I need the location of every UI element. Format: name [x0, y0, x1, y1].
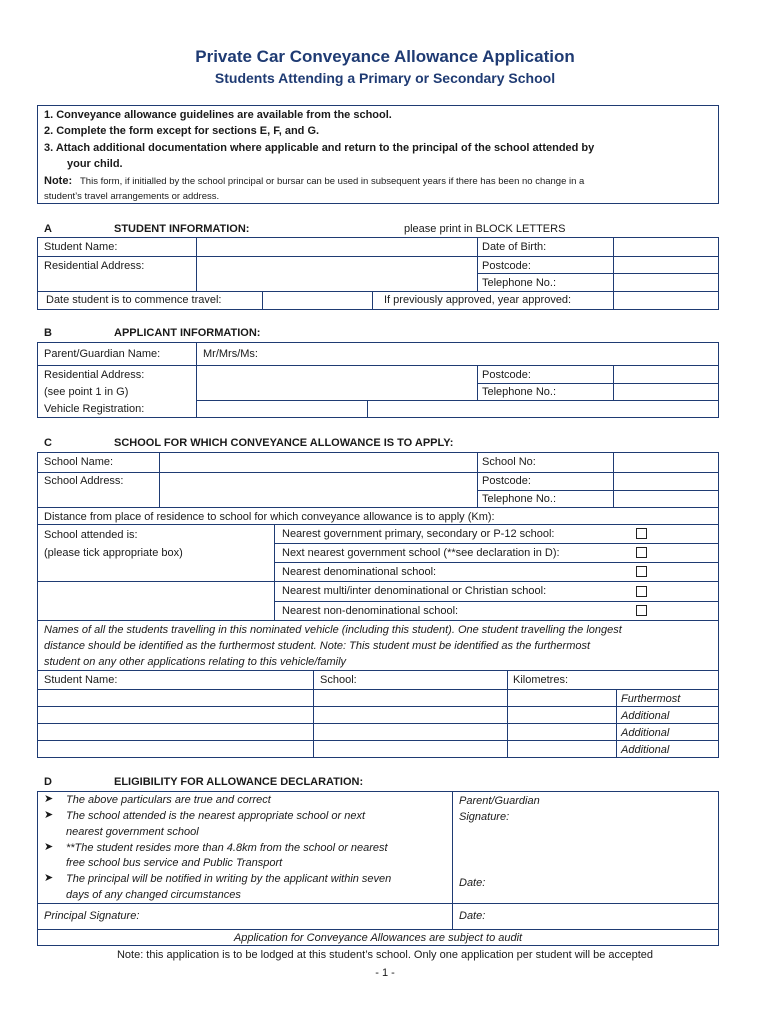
- checkbox-next-nearest-government[interactable]: [636, 547, 647, 558]
- school-name-field[interactable]: [160, 453, 476, 471]
- checkbox-nearest-non-denominational[interactable]: [636, 605, 647, 616]
- checkbox-nearest-multi-denominational[interactable]: [636, 586, 647, 597]
- bullet-arrow-icon: ➤: [44, 809, 54, 821]
- option-nearest-multi-denominational: Nearest multi/inter denominational or Christian school:: [282, 585, 547, 597]
- school-name-label: School Name:: [44, 456, 114, 468]
- principal-signature-label: Principal Signature:: [44, 910, 140, 922]
- bullet-arrow-icon: ➤: [44, 872, 54, 884]
- school-attended-label: School attended is:: [44, 529, 138, 541]
- lodgement-note: Note: this application is to be lodged at this student’s school. Only one application per student will be accepted: [116, 949, 654, 961]
- school-address-label: School Address:: [44, 475, 124, 487]
- instruction-1: 1. Conveyance allowance guidelines are available from the school.: [44, 109, 392, 121]
- declaration-4-cont: days of any changed circumstances: [66, 889, 241, 901]
- applicant-postcode-label: Postcode:: [482, 369, 531, 381]
- principal-signature-field[interactable]: [160, 904, 451, 928]
- checkbox-nearest-denominational[interactable]: [636, 566, 647, 577]
- school-address-field[interactable]: [160, 473, 476, 506]
- school-no-field[interactable]: [614, 453, 718, 471]
- principal-date-field[interactable]: [490, 904, 718, 928]
- table-row[interactable]: [38, 741, 616, 757]
- vehicle-registration-label: Vehicle Registration:: [44, 403, 145, 415]
- students-note-line-3: student on any other applications relating to this vehicle/family: [44, 656, 347, 668]
- guardian-date-field[interactable]: [490, 872, 718, 902]
- instruction-2: 2. Complete the form except for sections E, F, and G.: [44, 125, 320, 137]
- guardian-title-label: Mr/Mrs/Ms:: [203, 348, 258, 360]
- student-postcode-label: Postcode:: [482, 260, 531, 272]
- option-nearest-denominational: Nearest denominational school:: [282, 566, 437, 578]
- guardian-signature-label: Parent/Guardian: [459, 795, 540, 807]
- school-postcode-label: Postcode:: [482, 475, 531, 487]
- table-row[interactable]: [38, 690, 616, 705]
- dob-label: Date of Birth:: [482, 241, 547, 253]
- declaration-3-cont: free school bus service and Public Transport: [66, 857, 283, 869]
- audit-note: Application for Conveyance Allowances are subject to audit: [233, 932, 523, 944]
- school-postcode-field[interactable]: [614, 473, 718, 489]
- row-tag: Furthermost: [621, 693, 681, 705]
- page-title: Private Car Conveyance Allowance Application: [195, 47, 575, 66]
- section-d-letter: D: [44, 776, 52, 788]
- option-next-nearest-government: Next nearest government school (**see declaration in D):: [282, 547, 560, 559]
- col-kilometres: Kilometres:: [513, 674, 569, 686]
- page-number: - 1 -: [375, 967, 395, 979]
- col-student-name: Student Name:: [44, 674, 118, 686]
- col-school: School:: [320, 674, 357, 686]
- tick-hint-label: (please tick appropriate box): [44, 547, 183, 559]
- option-nearest-non-denominational: Nearest non-denominational school:: [282, 605, 459, 617]
- vehicle-registration-field[interactable]: [197, 401, 366, 417]
- declaration-3: **The student resides more than 4.8km from the school or nearest: [66, 842, 388, 854]
- students-note-line-1: Names of all the students travelling in this nominated vehicle (including this student). One student travelling the longest: [44, 624, 622, 636]
- distance-label: Distance from place of residence to school for which conveyance allowance is to apply (Km):: [44, 511, 495, 523]
- section-c-letter: C: [44, 437, 52, 449]
- year-approved-field[interactable]: [614, 292, 718, 309]
- guardian-name-field[interactable]: [270, 343, 718, 364]
- student-postcode-field[interactable]: [614, 257, 718, 272]
- student-telephone-label: Telephone No.:: [482, 277, 556, 289]
- declaration-4: The principal will be notified in writing by the applicant within seven: [66, 873, 392, 885]
- declaration-2-cont: nearest government school: [66, 826, 199, 838]
- declaration-1: The above particulars are true and correct: [66, 794, 271, 806]
- page-subtitle: Students Attending a Primary or Secondary School: [214, 70, 556, 86]
- section-a-hint: please print in BLOCK LETTERS: [404, 223, 566, 235]
- bullet-arrow-icon: ➤: [44, 841, 54, 853]
- student-name-label: Student Name:: [44, 241, 118, 253]
- option-nearest-government: Nearest government primary, secondary or P-12 school:: [282, 528, 555, 540]
- principal-date-label: Date:: [459, 910, 486, 922]
- applicant-telephone-field[interactable]: [614, 384, 718, 399]
- guardian-date-label: Date:: [459, 877, 486, 889]
- instruction-3: 3. Attach additional documentation where applicable and return to the principal of the school attended by: [44, 142, 595, 154]
- guardian-signature-label-2: Signature:: [459, 811, 510, 823]
- bullet-arrow-icon: ➤: [44, 793, 54, 805]
- section-b-heading: APPLICANT INFORMATION:: [114, 327, 261, 339]
- student-address-field[interactable]: [197, 257, 476, 290]
- school-telephone-label: Telephone No.:: [482, 493, 556, 505]
- school-telephone-field[interactable]: [614, 491, 718, 506]
- guardian-name-label: Parent/Guardian Name:: [44, 348, 161, 360]
- table-row[interactable]: [38, 707, 616, 722]
- commence-travel-label: Date student is to commence travel:: [46, 294, 222, 306]
- section-c-heading: SCHOOL FOR WHICH CONVEYANCE ALLOWANCE IS TO APPLY:: [114, 437, 454, 449]
- students-note-line-2: distance should be identified as the furthermost student. Note: This student must be identified as the furthermost: [44, 640, 591, 652]
- school-no-label: School No:: [482, 456, 536, 468]
- row-tag: Additional: [621, 710, 670, 722]
- note-line-1: This form, if initialled by the school principal or bursar can be used in subsequent years if there has been no change in a: [80, 176, 585, 187]
- applicant-postcode-field[interactable]: [614, 366, 718, 382]
- student-name-field[interactable]: [197, 238, 476, 255]
- year-approved-label: If previously approved, year approved:: [384, 294, 572, 306]
- table-row[interactable]: [38, 724, 616, 739]
- guardian-signature-field[interactable]: [453, 826, 718, 871]
- applicant-address-field[interactable]: [197, 366, 476, 399]
- student-address-label: Residential Address:: [44, 260, 145, 272]
- section-a-letter: A: [44, 223, 52, 235]
- declaration-2: The school attended is the nearest appropriate school or next: [66, 810, 366, 822]
- dob-field[interactable]: [614, 238, 718, 255]
- student-telephone-field[interactable]: [614, 274, 718, 290]
- row-tag: Additional: [621, 744, 670, 756]
- section-a-heading: STUDENT INFORMATION:: [114, 223, 250, 235]
- row-tag: Additional: [621, 727, 670, 739]
- see-point-label: (see point 1 in G): [44, 386, 129, 398]
- checkbox-nearest-government[interactable]: [636, 528, 647, 539]
- instruction-3-cont: your child.: [67, 158, 123, 170]
- section-b-letter: B: [44, 327, 52, 339]
- applicant-address-label: Residential Address:: [44, 369, 145, 381]
- section-d-heading: ELIGIBILITY FOR ALLOWANCE DECLARATION:: [114, 776, 364, 788]
- note-line-2: student’s travel arrangements or address.: [44, 191, 220, 202]
- note-label: Note:: [44, 175, 73, 187]
- commence-travel-field[interactable]: [263, 292, 371, 309]
- applicant-telephone-label: Telephone No.:: [482, 386, 556, 398]
- distance-field[interactable]: [580, 508, 718, 523]
